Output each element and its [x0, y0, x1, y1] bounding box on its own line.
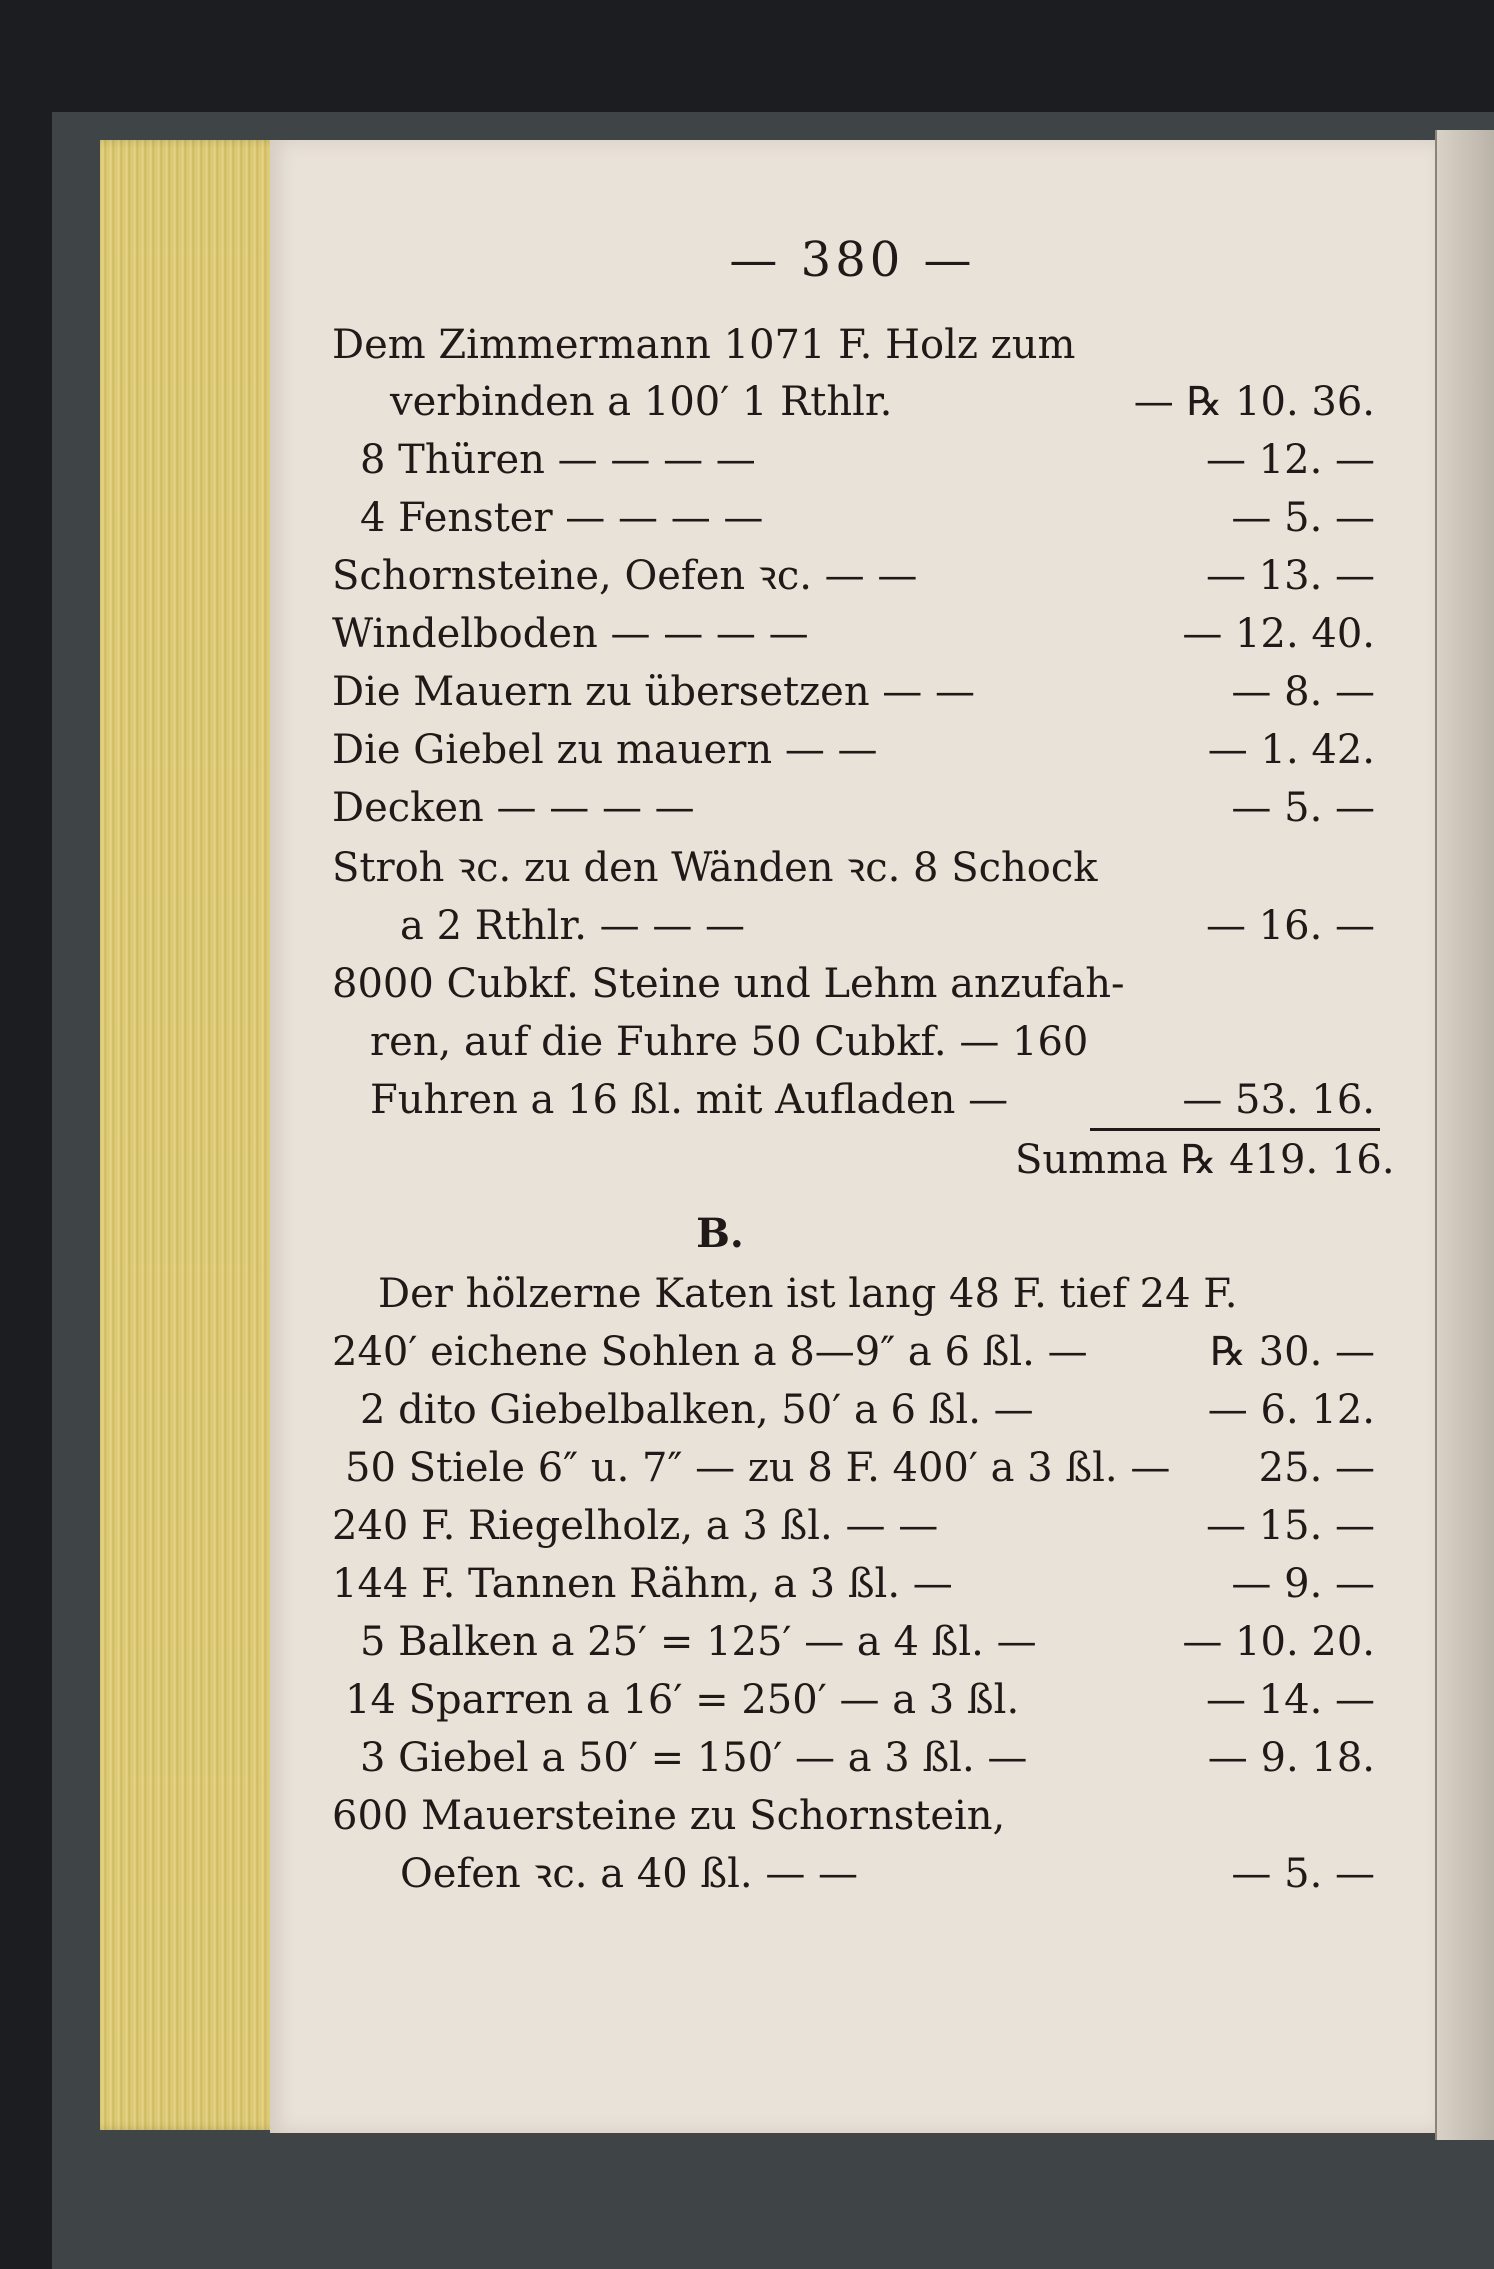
row-amount: — 9. 18. [1207, 1735, 1375, 1781]
row-amount: — 16. — [1205, 903, 1375, 949]
row-amount: — 9. — [1231, 1561, 1375, 1607]
row-amount: — 10. 20. [1182, 1619, 1375, 1665]
row-amount: — 13. — [1205, 553, 1375, 599]
book-page [270, 140, 1435, 2133]
row-text: 2 dito Giebelbalken, 50′ a 6 ßl. — [360, 1387, 1034, 1433]
row-amount: — 12. 40. [1182, 611, 1375, 657]
row-amount: — ℞ 10. 36. [1133, 379, 1375, 425]
row-text: 50 Stiele 6″ u. 7″ — zu 8 F. 400′ a 3 ßl. — [345, 1445, 1171, 1491]
row-text: Stroh ꝛc. zu den Wänden ꝛc. 8 Schock [332, 845, 1098, 891]
row-text: 600 Mauersteine zu Schornstein, [332, 1793, 1006, 1839]
page-block-edge [100, 140, 290, 2130]
row-text: 5 Balken a 25′ = 125′ — a 4 ßl. — [360, 1619, 1037, 1665]
summa-line: Summa ℞ 419. 16. [1015, 1137, 1395, 1183]
row-amount: — 5. — [1231, 785, 1375, 831]
row-text: 240 F. Riegelholz, a 3 ßl. — — [332, 1503, 939, 1549]
row-text: a 2 Rthlr. — — — [400, 903, 746, 949]
row-amount: 25. — [1258, 1445, 1375, 1491]
row-text: 8 Thüren — — — — [360, 437, 756, 483]
row-amount: — 5. — [1231, 1851, 1375, 1897]
row-text: Dem Zimmermann 1071 F. Holz zum [332, 322, 1076, 368]
sum-rule [1090, 1128, 1380, 1131]
row-text: Oefen ꝛc. a 40 ßl. — — [400, 1851, 859, 1897]
row-text: Die Mauern zu übersetzen — — [332, 669, 976, 715]
row-text: Die Giebel zu mauern — — [332, 727, 878, 773]
row-amount: — 15. — [1205, 1503, 1375, 1549]
row-text: 144 F. Tannen Rähm, a 3 ßl. — [332, 1561, 953, 1607]
row-text: Der hölzerne Katen ist lang 48 F. tief 24 F. [378, 1271, 1238, 1317]
row-text: Schornsteine, Oefen ꝛc. — — [332, 553, 918, 599]
row-amount: — 53. 16. [1182, 1077, 1375, 1123]
row-text: Fuhren a 16 ßl. mit Aufladen — [370, 1077, 1009, 1123]
facing-page-edge [1435, 130, 1494, 2140]
row-text: 14 Sparren a 16′ = 250′ — a 3 ßl. [345, 1677, 1020, 1723]
row-text: Decken — — — — [332, 785, 695, 831]
row-amount: — 1. 42. [1207, 727, 1375, 773]
row-text: 240′ eichene Sohlen a 8—9″ a 6 ßl. — [332, 1329, 1088, 1375]
row-amount: — 8. — [1231, 669, 1375, 715]
row-text: verbinden a 100′ 1 Rthlr. [390, 379, 893, 425]
row-amount: — 12. — [1205, 437, 1375, 483]
row-amount: ℞ 30. — [1210, 1329, 1375, 1375]
row-text: ren, auf die Fuhre 50 Cubkf. — 160 [370, 1019, 1089, 1065]
row-amount: — 14. — [1205, 1677, 1375, 1723]
row-text: 3 Giebel a 50′ = 150′ — a 3 ßl. — [360, 1735, 1028, 1781]
row-amount: — 6. 12. [1207, 1387, 1375, 1433]
row-text: 8000 Cubkf. Steine und Lehm anzufah- [332, 961, 1125, 1007]
row-text: Windelboden — — — — [332, 611, 809, 657]
section-heading: B. [696, 1210, 744, 1257]
row-text: 4 Fenster — — — — [360, 495, 764, 541]
row-amount: — 5. — [1231, 495, 1375, 541]
page-number: — 380 — [729, 232, 976, 288]
